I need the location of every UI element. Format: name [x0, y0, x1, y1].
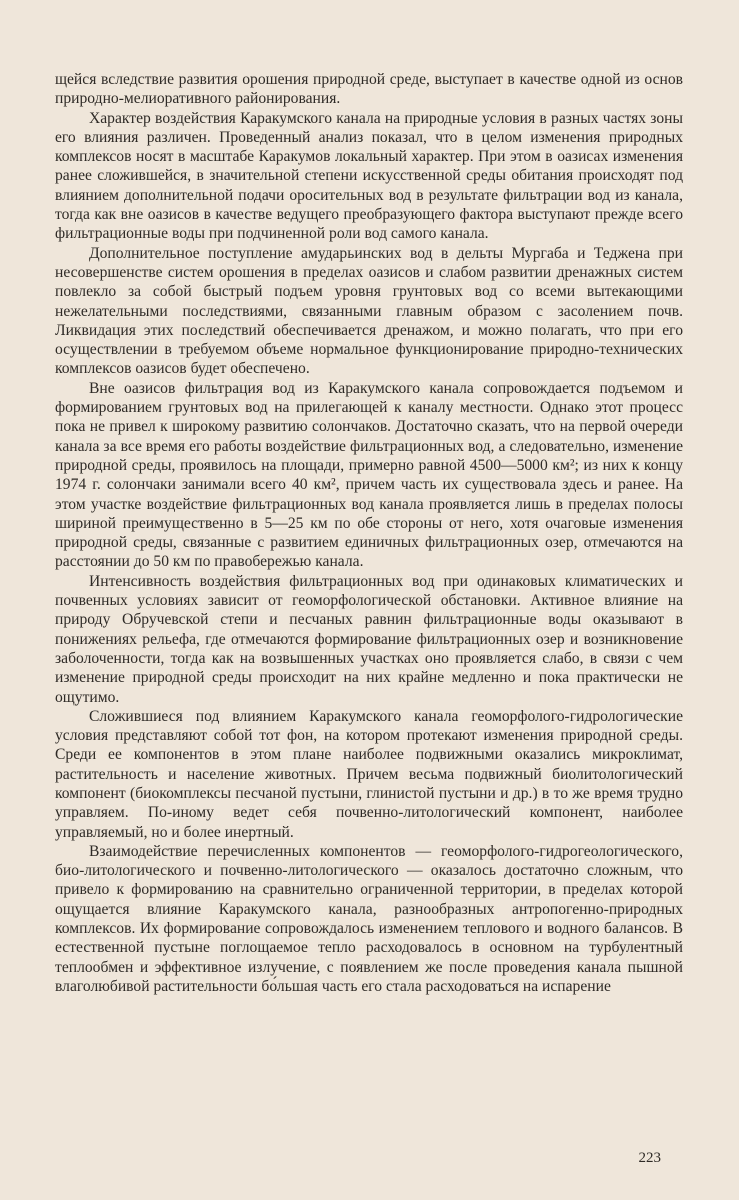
paragraph-canal-impact: Характер воздействия Каракумского канала на природные условия в разных частях зоны его влияния различен. Проведенный анализ показал, что в целом изменения природных комплексов носят в масштабе Каракумов локальный характер. При этом в оазисах изменения ранее сложившейся, в значительной степени искусственной среды обитания происходят под влиянием дополнительной подачи оросительных вод в результате фильтрации вод из канала, тогда как вне оазисов в качестве ведущего преобразующего фактора выступают прежде всего фильтрационные воды при подчиненной роли вод самого канала.	[55, 109, 683, 243]
page-number: 223	[638, 1150, 661, 1166]
paragraph-amudarya-waters: Дополнительное поступление амударьинских вод в дельты Мургаба и Теджена при несовершенстве систем орошения в пределах оазисов и слабом развитии дренажных систем повлекло за собой быстрый подъем уровня грунтовых вод со всеми вытекающими нежелательными последствиями, связанными главным образом с засолением почв. Ликвидация этих последствий обеспечивается дренажом, и можно полагать, что при его осуществлении в требуемом объеме нормальное функционирование природно-технических комплексов оазисов будет обеспечено.	[55, 244, 683, 378]
body-text	[55, 70, 683, 996]
paragraph-interaction: Взаимодействие перечисленных компонентов — геоморфолого-гидрогеологического, био-литологического и почвенно-литологического — оказалось достаточно сложным, что привело к формированию на сравнительно ограниченной территории, в пределах которой ощущается влияние Каракумского канала, разнообразных антропогенно-природных комплексов. Их формирование сопровождалось изменением теплового и водного балансов. В естественной пустыне поглощаемое тепло расходовалось в основном на турбулентный теплообмен и эффективное излучение, с появлением же после проведения канала пышной влаголюбивой растительности бо́льшая часть его стала расходоваться на испарение	[55, 842, 683, 995]
paragraph-continuation: щейся вследствие развития орошения природной среде, выступает в качестве одной из основ природно-мелиоративного районирования.	[55, 71, 683, 108]
paragraph-conditions: Сложившиеся под влиянием Каракумского канала геоморфолого-гидрологические условия представляют собой тот фон, на котором протекают изменения природной среды. Среди ее компонентов в этом плане наиболее подвижными оказались микроклимат, растительность и население животных. Причем весьма подвижный биолитологический компонент (биокомплексы песчаной пустыни, глинистой пустыни и др.) в то же время трудно управляем. По-иному ведет себя почвенно-литологический компонент, наиболее управляемый, но и более инертный.	[55, 707, 683, 841]
paragraph-intensity: Интенсивность воздействия фильтрационных вод при одинаковых климатических и почвенных условиях зависит от геоморфологической обстановки. Активное влияние на природу Обручевской степи и песчаных равнин фильтрационные воды оказывают в понижениях рельефа, где отмечаются формирование фильтрационных озер и возникновение заболоченности, тогда как на возвышенных участках оно проявляется слабо, в связи с чем изменение природной среды происходит на них крайне медленно и пока практически не ощутимо.	[55, 572, 683, 706]
paragraph-outside-oases: Вне оазисов фильтрация вод из Каракумского канала сопровождается подъемом и формированием грунтовых вод на прилегающей к каналу местности. Однако этот процесс пока не привел к широкому развитию солончаков. Достаточно сказать, что на первой очереди канала за все время его работы воздействие фильтрационных вод, а следовательно, изменение природной среды, проявилось на площади, примерно равной 4500—5000 км²; из них к концу 1974 г. солончаки занимали всего 40 км², причем часть их существовала здесь и ранее. На этом участке воздействие фильтрационных вод канала проявляется лишь в пределах полосы шириной преимущественно в 5—25 км по обе стороны от него, хотя очаговые изменения природной среды, связанные с развитием единичных фильтрационных озер, отмечаются на расстоянии до 50 км по правобережью канала.	[55, 379, 683, 571]
